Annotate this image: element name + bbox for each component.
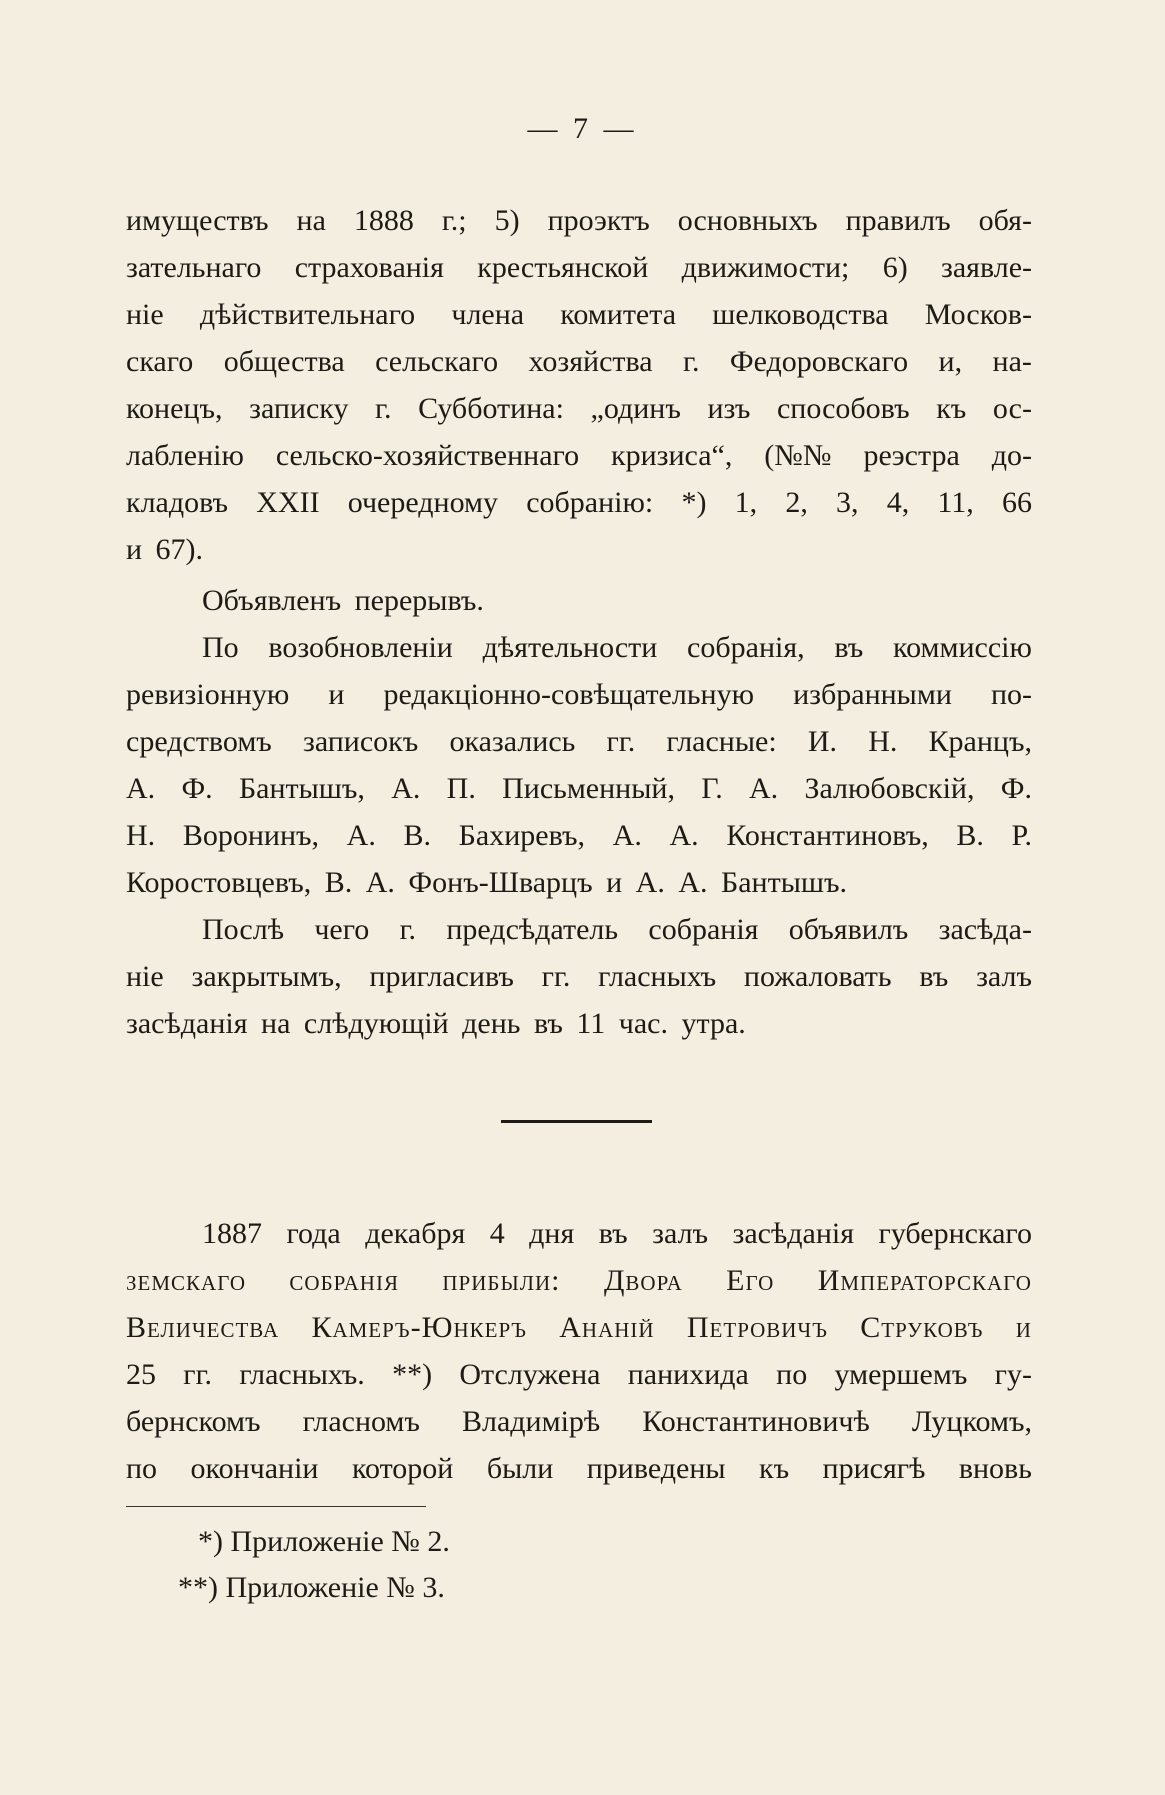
text-line: земскаго собранія прибыли: Двора Его Императорскаго: [126, 1264, 1032, 1297]
text-line: зательнаго страхованія крестьянской движимости; 6) заявле-: [126, 251, 1032, 284]
text-line: средствомъ записокъ оказались гг. гласные: И. Н. Кранцъ,: [126, 725, 1032, 758]
paragraph-closing: [126, 906, 1032, 1047]
text-line: По возобновленіи дѣятельности собранія, въ коммиссію: [202, 631, 1032, 664]
footnote-rule: [126, 1506, 426, 1507]
text-line: ніе дѣйствительнаго члена комитета шелководства Москов-: [126, 298, 1032, 331]
page-number: — 7 —: [527, 112, 638, 145]
text-line: ніе закрытымъ, пригласивъ гг. гласныхъ пожаловать въ залъ: [126, 960, 1032, 993]
text-line: ревизіонную и редакціонно-совѣщательную избранными по-: [126, 678, 1032, 711]
text-line: имуществъ на 1888 г.; 5) проэктъ основныхъ правилъ обя-: [126, 204, 1032, 237]
text-line: Н. Воронинъ, А. В. Бахиревъ, А. А. Константиновъ, В. Р.: [126, 819, 1032, 852]
text-line: конецъ, записку г. Субботина: „одинъ изъ способовъ къ ос-: [126, 392, 1032, 425]
text-line: по окончаніи которой были приведены къ присягѣ вновь: [126, 1452, 1032, 1485]
text-line: Коростовцевъ, В. А. Фонъ-Шварцъ и А. А. Бантышъ.: [126, 866, 847, 899]
text-line: лабленію сельско-хозяйственнаго кризиса“, (№№ реэстра до-: [126, 439, 1032, 472]
footnote-1: *) Приложеніе № 2.: [198, 1525, 450, 1558]
section-divider: [501, 1120, 652, 1123]
paragraph-session: [126, 1210, 1032, 1492]
text-line: Величества Камеръ-Юнкеръ Ананій Петровичъ Струковъ и: [126, 1311, 1032, 1344]
text-line: засѣданія на слѣдующій день въ 11 час. утра.: [126, 1007, 746, 1040]
text-line: Послѣ чего г. предсѣдатель собранія объявилъ засѣда-: [202, 913, 1032, 946]
text-line: 25 гг. гласныхъ. **) Отслужена панихида по умершемъ гу-: [126, 1358, 1032, 1391]
text-line: и 67).: [126, 533, 204, 566]
text-line: А. Ф. Бантышъ, А. П. Письменный, Г. А. Залюбовскій, Ф.: [126, 772, 1032, 805]
text-line: бернскомъ гласномъ Владимірѣ Константиновичѣ Луцкомъ,: [126, 1405, 1032, 1438]
text-line: скаго общества сельскаго хозяйства г. Федоровскаго и, на-: [126, 345, 1032, 378]
text-line: кладовъ XXII очередному собранію: *) 1, 2, 3, 4, 11, 66: [126, 486, 1032, 519]
paragraph-break: [126, 577, 1032, 624]
paragraph-agenda: [126, 197, 1032, 573]
paragraph-commission: [126, 624, 1032, 906]
footnote-2: **) Приложеніе № 3.: [178, 1571, 445, 1604]
text-line: 1887 года декабря 4 дня въ залъ засѣданія губернскаго: [202, 1217, 1032, 1250]
text-line: Объявленъ перерывъ.: [202, 584, 484, 617]
